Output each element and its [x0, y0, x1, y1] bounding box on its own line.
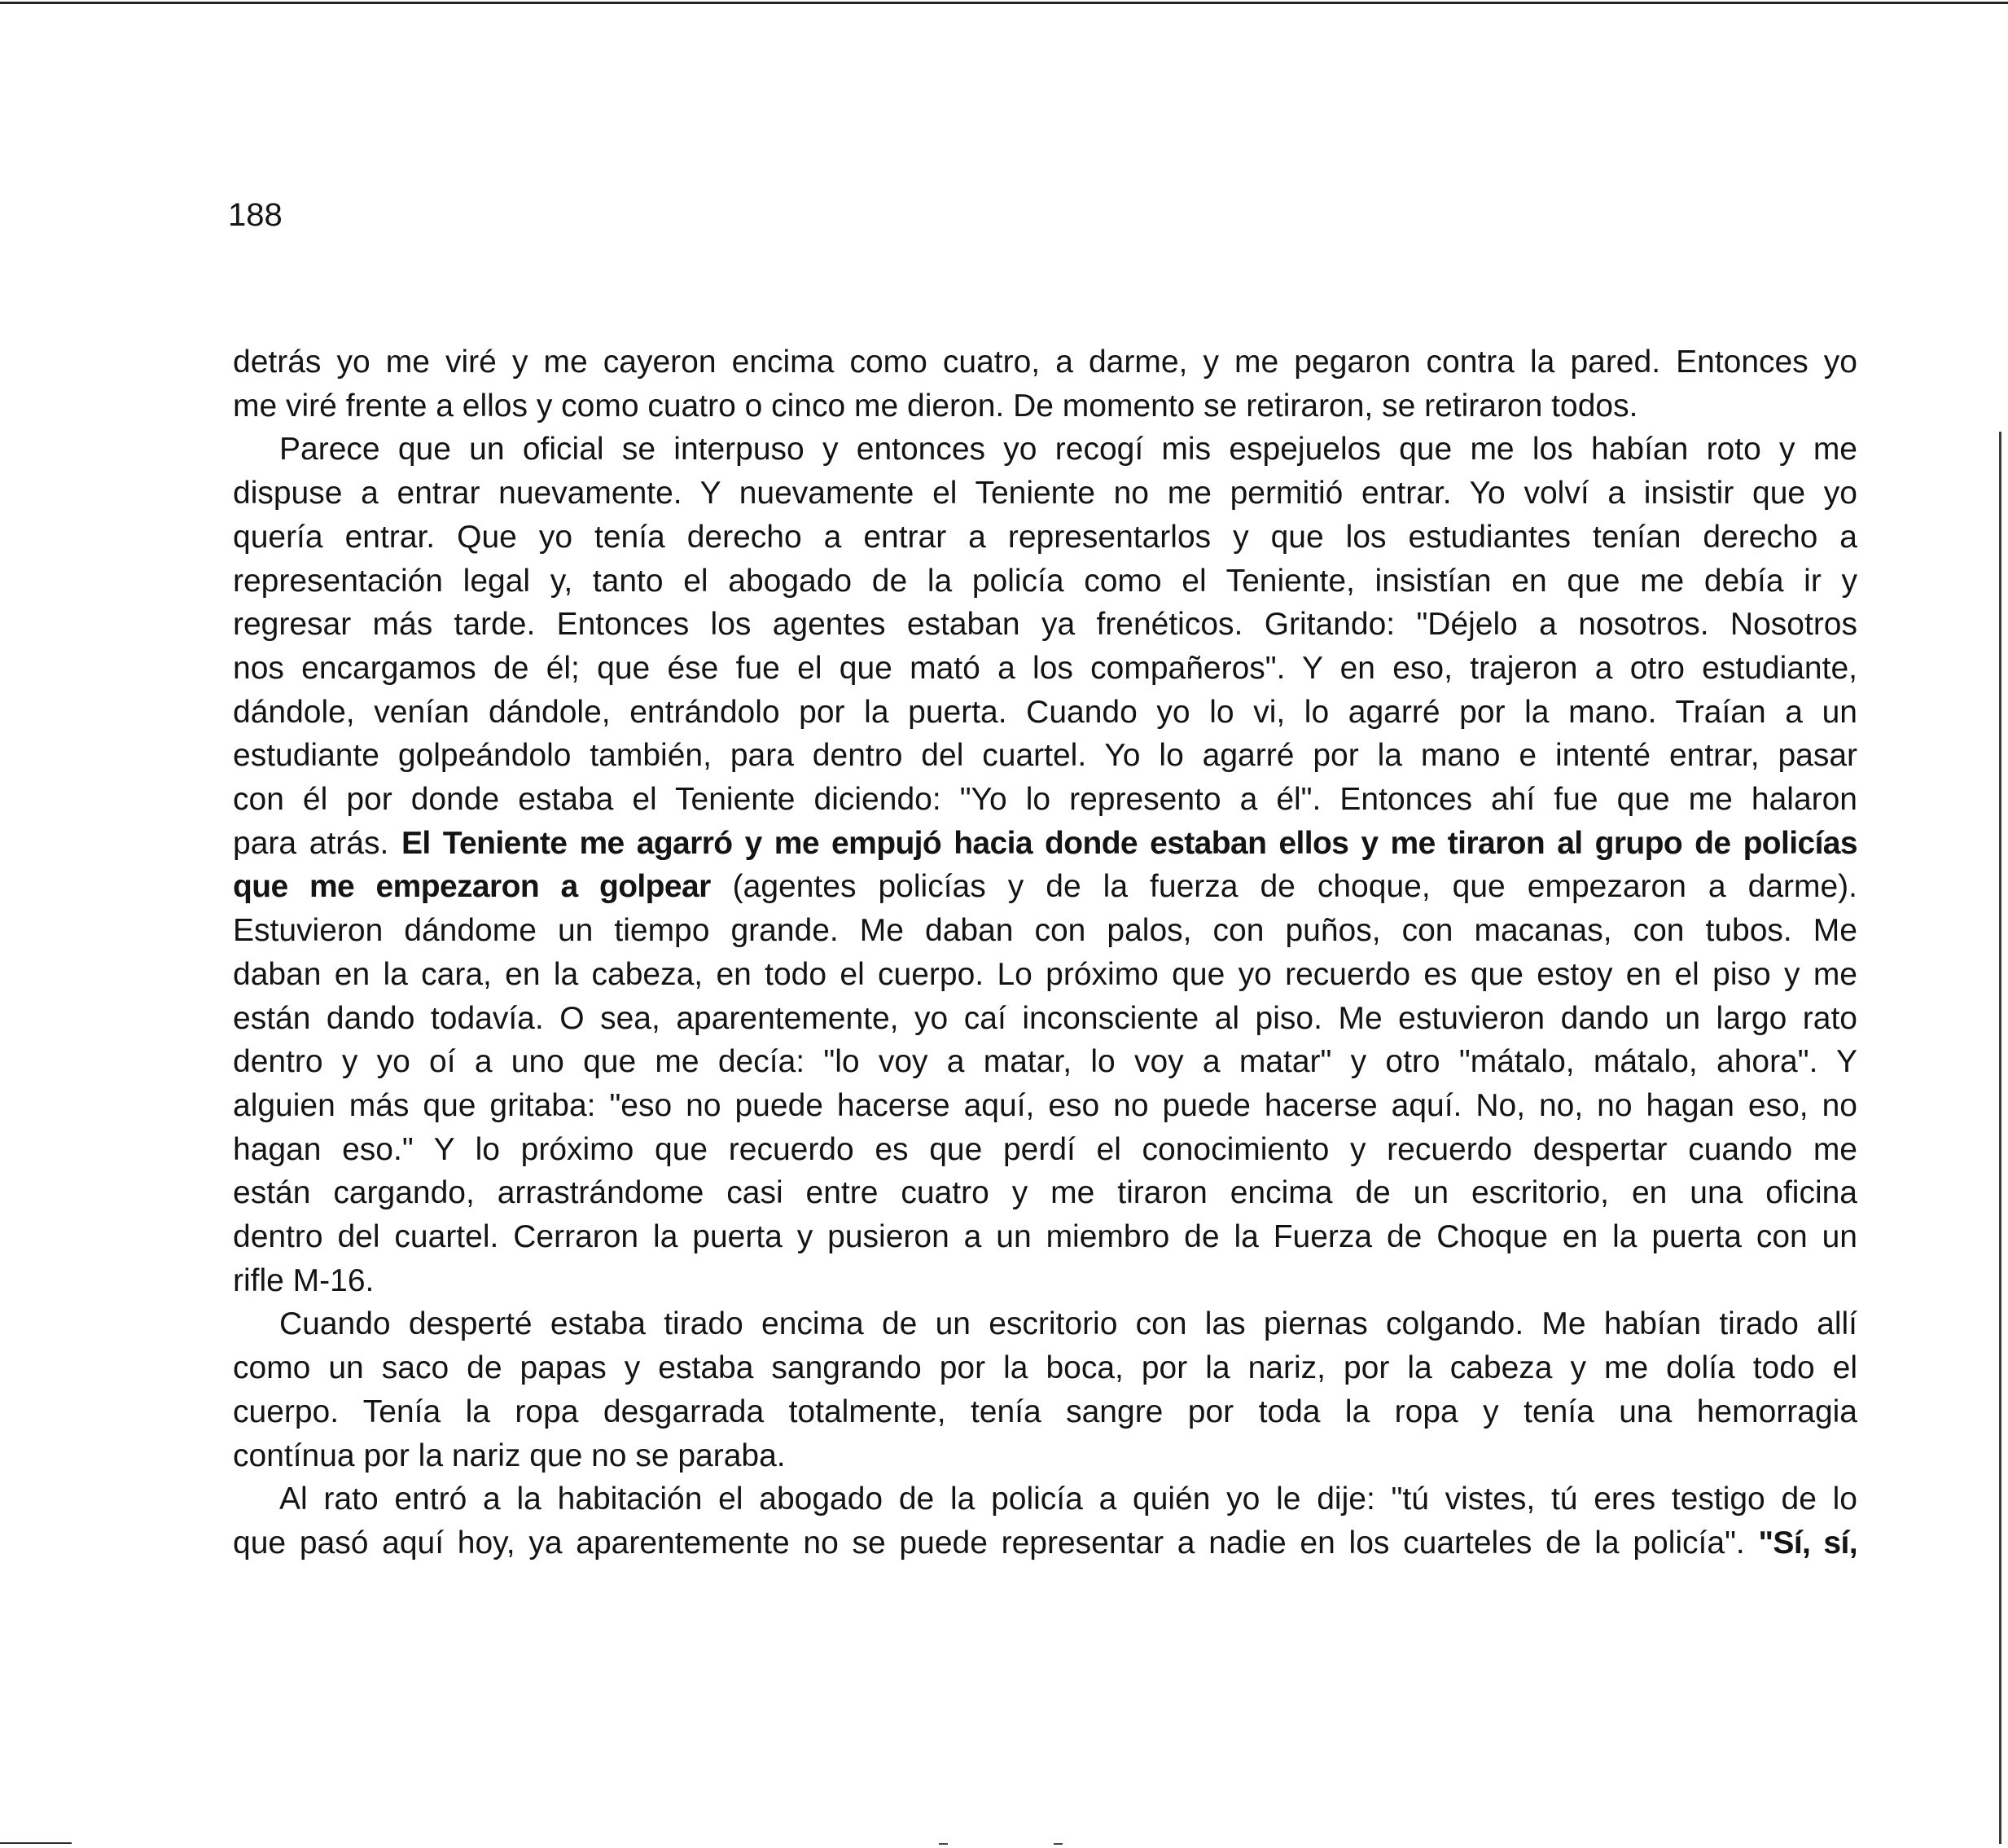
text-line [233, 909, 1857, 953]
text-segment: están cargando, arrastrándome casi entre cuatro y me tiraron encima de un escritorio, en una oficina [233, 1175, 1857, 1211]
text-line [233, 1346, 1857, 1390]
text-line [233, 647, 1857, 691]
text-segment: Estuvieron dándome un tiempo grande. Me daban con palos, con puños, con macanas, con tubos. Me [233, 913, 1857, 949]
scan-mark-bottom-dash [1054, 1843, 1063, 1845]
text-segment: dándole, venían dándole, entrándolo por la puerta. Cuando yo lo vi, lo agarré por la mano. Traían a un [233, 694, 1857, 730]
text-line [233, 1477, 1857, 1521]
text-segment: dispuse a entrar nuevamente. Y nuevamente el Teniente no me permitió entrar. Yo volví a insistir que yo [233, 476, 1857, 511]
text-segment: Al rato entró a la habitación el abogado de la policía a quién yo le dije: "tú vistes, tú eres testigo de lo [279, 1481, 1857, 1517]
scan-edge-top [0, 2, 2008, 4]
paragraph [233, 340, 1857, 428]
text-line [233, 1084, 1857, 1128]
text-segment: que pasó aquí hoy, ya aparentemente no se puede representar a nadie en los cuarteles de la policía". [233, 1525, 1759, 1560]
text-line [233, 340, 1857, 384]
page-number: 188 [228, 197, 283, 233]
text-line [233, 734, 1857, 778]
text-segment: Cuando desperté estaba tirado encima de un escritorio con las piernas colgando. Me habían tirado allí [279, 1306, 1857, 1342]
text-line [233, 1040, 1857, 1084]
text-segment: Parece que un oficial se interpuso y entonces yo recogí mis espejuelos que me los habían roto y me [279, 432, 1857, 467]
paragraph [233, 1477, 1857, 1565]
text-line [233, 1171, 1857, 1215]
text-line [233, 997, 1857, 1041]
text-segment: (agentes policías y de la fuerza de choque, que empezaron a darme). [710, 869, 1857, 905]
text-segment: rifle M-16. [233, 1262, 375, 1298]
text-line [233, 691, 1857, 735]
text-segment: detrás yo me viré y me cayeron encima como cuatro, a darme, y me pegaron contra la pared. Entonces yo [233, 345, 1857, 380]
text-line [233, 1215, 1857, 1259]
text-segment: quería entrar. Que yo tenía derecho a entrar a representarlos y que los estudiantes tenían derecho a [233, 519, 1857, 555]
text-line [233, 1434, 1857, 1478]
text-line [233, 1521, 1857, 1565]
text-line [233, 1128, 1857, 1172]
text-line [233, 472, 1857, 516]
text-line [233, 428, 1857, 472]
text-segment: como un saco de papas y estaba sangrando por la boca, por la nariz, por la cabeza y me dolía todo el [233, 1350, 1857, 1386]
text-segment: regresar más tarde. Entonces los agentes estaban ya frenéticos. Gritando: "Déjelo a nosotros. Nosotros [233, 607, 1857, 643]
text-segment: para atrás. [233, 825, 401, 861]
text-segment: alguien más que gritaba: "eso no puede hacerse aquí, eso no puede hacerse aquí. No, no, no hagan eso, no [233, 1087, 1857, 1123]
text-line [233, 953, 1857, 997]
text-segment: hagan eso." Y lo próximo que recuerdo es que perdí el conocimiento y recuerdo despertar cuando me [233, 1131, 1857, 1167]
text-segment: nos encargamos de él; que ése fue el que mató a los compañeros". Y en eso, trajeron a otro estudiante, [233, 650, 1857, 686]
text-line [233, 778, 1857, 822]
text-line [233, 560, 1857, 604]
body-text [233, 340, 1857, 1565]
text-line [233, 384, 1857, 428]
text-segment: con él por donde estaba el Teniente diciendo: "Yo lo represento a él". Entonces ahí fue que me halaron [233, 782, 1857, 818]
text-segment: representación legal y, tanto el abogado de la policía como el Teniente, insistían en que me debía ir y [233, 563, 1857, 599]
text-segment: daban en la cara, en la cabeza, en todo el cuerpo. Lo próximo que yo recuerdo es que estoy en el piso y me [233, 956, 1857, 992]
text-line [233, 865, 1857, 909]
text-line [233, 822, 1857, 866]
text-line [233, 1259, 1857, 1303]
bold-text-segment: "Sí, sí, [1758, 1525, 1857, 1560]
text-segment: me viré frente a ellos y como cuatro o cinco me dieron. De momento se retiraron, se retiraron todos. [233, 388, 1638, 424]
paragraph [233, 428, 1857, 1302]
text-line [233, 603, 1857, 647]
text-segment: cuerpo. Tenía la ropa desgarrada totalmente, tenía sangre por toda la ropa y tenía una hemorragia [233, 1394, 1857, 1429]
text-segment: contínua por la nariz que no se paraba. [233, 1438, 786, 1473]
text-segment: dentro y yo oí a uno que me decía: "lo voy a matar, lo voy a matar" y otro "mátalo, mátalo, ahora". Y [233, 1044, 1857, 1080]
paragraph [233, 1302, 1857, 1477]
scan-mark-bottom-dash [939, 1843, 948, 1845]
bold-text-segment: El Teniente me agarró y me empujó hacia donde estaban ellos y me tiraron al grupo de policías [401, 825, 1857, 861]
bold-text-segment: que me empezaron a golpear [233, 869, 711, 905]
scan-edge-right [1999, 432, 2001, 1844]
scan-mark-bottom-left [0, 1842, 72, 1844]
text-segment: estudiante golpeándolo también, para dentro del cuartel. Yo lo agarré por la mano e intenté entrar, pasar [233, 738, 1857, 774]
text-segment: dentro del cuartel. Cerraron la puerta y pusieron a un miembro de la Fuerza de Choque en la puerta con un [233, 1219, 1857, 1255]
text-line [233, 1390, 1857, 1434]
text-line [233, 516, 1857, 560]
text-segment: están dando todavía. O sea, aparentemente, yo caí inconsciente al piso. Me estuvieron dando un largo rato [233, 1000, 1857, 1036]
text-line [233, 1302, 1857, 1346]
